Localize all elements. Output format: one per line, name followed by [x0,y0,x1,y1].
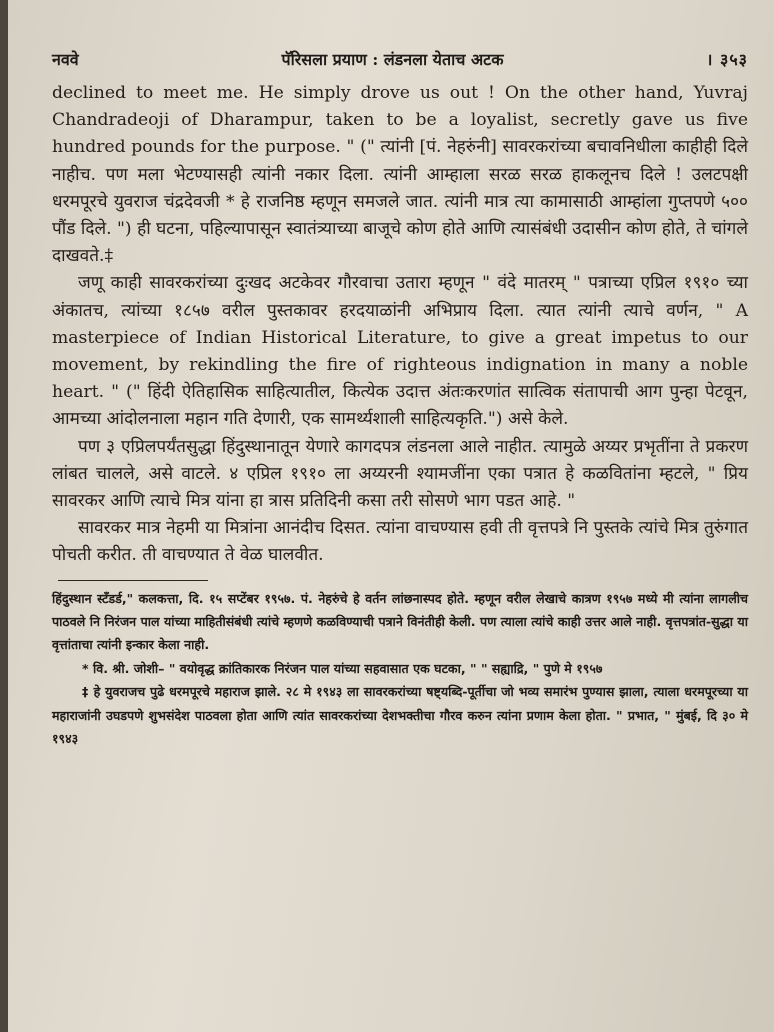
paragraph: पण ३ एप्रिलपर्यंतसुद्धा हिंदुस्थानातून येणारे कागदपत्र लंडनला आले नाहीत. त्यामुळे अय्यर प्रभृतींना ते प्रकरण लांबत चालले, असे वाटले. ४ एप्रिल १९१० ला अय्यरनी श्यामजींना एका पत्रात हे कळवितांना म्हटले, " प्रिय सावरकर आणि त्याचे मित्र यांना हा त्रास प्रतिदिनी कसा तरी सोसणे भाग पडत आहे. " [52,436,748,512]
paragraph: जणू काही सावरकरांच्या दुःखद अटकेवर गौरवाचा उतारा म्हणून " वंदे मातरम् " पत्राच्या एप्रिल १९१० च्या अंकातच, त्यांच्या १८५७ वरील पुस्तकावर हरदयाळांनी अभिप्राय दिला. त्यात त्यांनी त्याचे वर्णन, " A masterpiece of Indian Historical Literature, to give a great impetus to our movement, by rekindling the fire of righteous indignation in many a noble heart. " (" हिंदी ऐतिहासिक साहित्यातील, कित्येक उदात्त अंतःकरणांत सात्विक संतापाची आग पुन्हा पेटवून, आमच्या आंदोलनाला महान गति देणारी, एक सामर्थ्यशाली साहित्यकृति.") असे केले. [52,273,748,430]
paragraph: declined to meet me. He simply drove us out ! On the other hand, Yuvraj Chandradeoji of Dharampur, taken to be a loyalist, secretly gave us five hundred pounds for the purpose. " (" त्यांनी [पं. नेहरुंनी] सावरकरांच्या बचावनिधीला काहीही दिले नाहीच. पण मला भेटण्यासही त्यांनी नकार दिला. त्यांनी आम्हाला सरळ सरळ हाकलूनच दिले ! उलटपक्षी धरमपूरचे युवराज चंद्रदेवजी * हे राजनिष्ठ म्हणून समजले जात. त्यांनी मात्र त्या कामासाठी आम्हांला गुप्तपणे ५०० पौंड दिले. ") ही घटना, पहिल्यापासून स्वातंत्र्याच्या बाजूचे कोण होते आणि त्यासंबंधी उदासीन कोण होते, ते चांगले दाखवते.‡ [52,83,749,267]
paragraph: सावरकर मात्र नेहमी या मित्रांना आनंदीच दिसत. त्यांना वाचण्यास हवी ती वृत्तपत्रे नि पुस्तके त्यांचे मित्र तुरुंगात पोचती करीत. ती वाचण्यात ते वेळ घालवीत. [52,518,748,566]
body-text [52,80,748,570]
footnote: ‡ हे युवराजच पुढे धरमपूरचे महाराज झाले. २८ मे १९४३ ला सावरकरांच्या षष्ट्यब्दि-पूर्तीचा जो भव्य समारंभ पुण्यास झाला, त्याला धरमपूरच्या या महाराजांनी उघडपणे शुभसंदेश पाठवला होता आणि त्यांत सावरकरांच्या देशभक्तीचा गौरव करुन त्यांना प्रणाम केला होता. " प्रभात, " मुंबई, दि ३० मे १९४३ [52,684,748,747]
chapter-label: नववे [52,50,79,69]
footnote: * वि. श्री. जोशी– " वयोवृद्ध क्रांतिकारक निरंजन पाल यांच्या सहवासात एक घटका, " " सह्याद्रि, " पुणे मे १९५७ [82,660,603,676]
page-number: । ३५३ [706,50,748,69]
footnotes [52,587,748,751]
running-title: पॅरिसला प्रयाण : लंडनला येताच अटक [281,50,504,69]
footnote-divider [58,580,208,581]
footnote: हिंदुस्थान स्टँडर्ड," कलकत्ता, दि. १५ सप्टेंबर १९५७. पं. नेहरुंचे हे वर्तन लांछनास्पद होते. म्हणून वरील लेखाचे कात्रण १९५७ मध्ये मी त्यांना लागलीच पाठवले नि निरंजन पाल यांच्या माहितीसंबंधी त्यांचे म्हणणे कळविण्याची पत्राने विनंतीही केली. पण त्याला त्यांचे काही उत्तर आले नाही. वृत्तपत्रांत-सुद्धा या वृत्तांताचा त्यांनी इन्कार केला नाही. [52,590,748,653]
book-page [8,0,774,1032]
page-header [52,48,748,70]
